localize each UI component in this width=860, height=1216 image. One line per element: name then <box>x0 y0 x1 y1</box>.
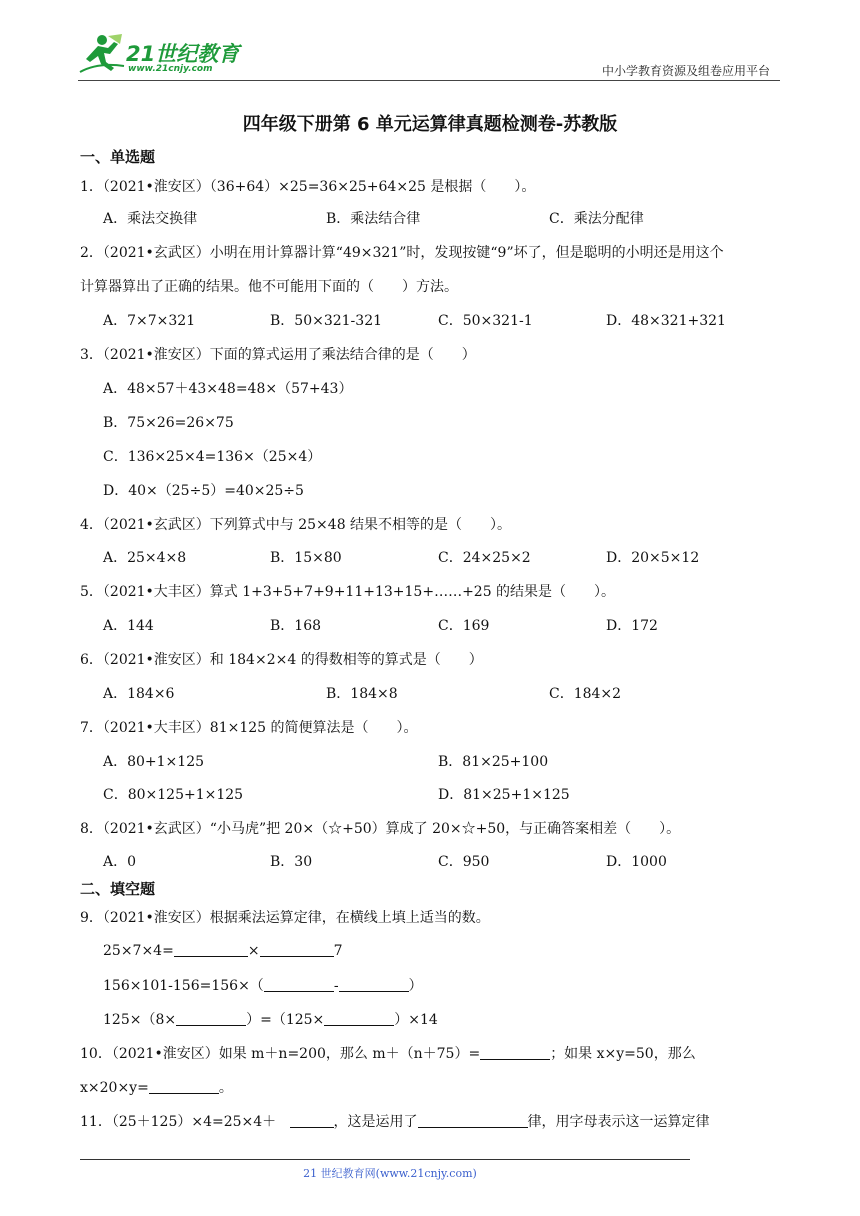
question-9-line-3 <box>103 1009 438 1029</box>
question-4-option-c: C．24×25×2 <box>438 550 531 566</box>
footer-link[interactable]: 21 世纪教育网(www.21cnjy.com) <box>303 1167 477 1180</box>
question-2-option-b: B．50×321-321 <box>270 313 383 329</box>
question-10-text-d: 。 <box>218 1080 233 1096</box>
question-4-stem: 4．（2021•玄武区）下列算式中与 25×48 结果不相等的是（ ）。 <box>80 517 512 533</box>
question-7-stem: 7．（2021•大丰区）81×125 的简便算法是（ ）。 <box>80 720 418 736</box>
question-11-line-1 <box>80 1111 710 1131</box>
footer-divider <box>80 1159 690 1160</box>
question-2-option-a: A．7×7×321 <box>103 313 196 329</box>
question-9-stem: 9．（2021•淮安区）根据乘法运算定律，在横线上填上适当的数。 <box>80 910 490 926</box>
answer-blank[interactable] <box>418 1113 528 1128</box>
question-1-option-a: A．乘法交换律 <box>103 211 198 227</box>
question-7-option-a: A．80+1×125 <box>103 754 205 770</box>
question-10-text-a: 10．（2021•淮安区）如果 m＋n=200，那么 m＋（n＋75）= <box>80 1046 481 1062</box>
question-3-stem: 3．（2021•淮安区）下面的算式运用了乘法结合律的是（ ） <box>80 347 476 363</box>
question-6-option-a: A．184×6 <box>103 686 175 702</box>
question-9-line-2-text-b: - <box>333 978 339 994</box>
question-4-option-d: D．20×5×12 <box>606 550 700 566</box>
question-7-option-b: B．81×25+100 <box>438 754 549 770</box>
question-6-stem: 6．（2021•淮安区）和 184×2×4 的得数相等的算式是（ ） <box>80 652 483 668</box>
answer-blank[interactable] <box>480 1045 550 1060</box>
section-heading-fill-blank: 二、填空题 <box>80 880 156 898</box>
question-3-option-c: C．136×25×4=136×（25×4） <box>103 449 322 465</box>
answer-blank[interactable] <box>324 1011 394 1026</box>
question-8-option-a: A．0 <box>103 854 137 870</box>
question-1-option-b: B．乘法结合律 <box>326 211 421 227</box>
question-9-line-3-text-a: 125×（8× <box>103 1012 177 1028</box>
site-logo <box>78 32 248 78</box>
header-divider <box>78 80 780 81</box>
question-4-option-b: B．15×80 <box>270 550 342 566</box>
section-heading-single-choice: 一、单选题 <box>80 148 156 166</box>
question-9-line-1-text-c: 7 <box>333 943 343 959</box>
answer-blank[interactable] <box>264 977 334 992</box>
question-7-option-c: C．80×125+1×125 <box>103 787 244 803</box>
answer-blank[interactable] <box>174 942 248 957</box>
question-8-stem: 8．（2021•玄武区）“小马虎”把 20×（☆+50）算成了 20×☆+50，与正确答案相差（ ）。 <box>80 821 681 837</box>
question-5-option-b: B．168 <box>270 618 322 634</box>
answer-blank[interactable] <box>339 977 409 992</box>
question-6-option-c: C．184×2 <box>549 686 622 702</box>
question-9-line-2-text-c: ） <box>408 978 423 994</box>
question-6-option-b: B．184×8 <box>326 686 398 702</box>
question-9-line-2-text-a: 156×101-156=156×（ <box>103 978 264 994</box>
site-tagline: 中小学教育资源及组卷应用平台 <box>601 64 770 78</box>
question-5-option-d: D．172 <box>606 618 658 634</box>
logo-url: www.21cnjy.com <box>128 64 213 74</box>
answer-blank[interactable] <box>290 1113 334 1128</box>
question-2-stem-line-1: 2．（2021•玄武区）小明在用计算器计算“49×321”时，发现按键“9”坏了，但是聪明的小明还是用这个 <box>80 245 724 261</box>
question-8-option-c: C．950 <box>438 854 490 870</box>
question-11-text-c: 律，用字母表示这一运算定律 <box>527 1114 710 1130</box>
question-9-line-3-text-c: ）×14 <box>394 1012 438 1028</box>
question-8-option-d: D．1000 <box>606 854 667 870</box>
question-5-stem: 5．（2021•大丰区）算式 1+3+5+7+9+11+13+15+……+25 的结果是（ ）。 <box>80 584 616 600</box>
question-9-line-3-text-b: ）=（125× <box>246 1012 325 1028</box>
question-1-stem: 1．（2021•淮安区）（36+64）×25=36×25+64×25 是根据（ ）。 <box>80 179 536 195</box>
answer-blank[interactable] <box>149 1079 219 1094</box>
question-2-option-d: D．48×321+321 <box>606 313 726 329</box>
question-5-option-c: C．169 <box>438 618 490 634</box>
question-4-option-a: A．25×4×8 <box>103 550 187 566</box>
answer-blank[interactable] <box>260 942 334 957</box>
logo-text: 21世纪教育 <box>126 42 240 66</box>
question-10-text-b: ；如果 x×y=50，那么 <box>550 1046 696 1062</box>
question-11-text-b: ，这是运用了 <box>333 1114 418 1130</box>
question-10-line-2 <box>80 1077 233 1097</box>
page-title: 四年级下册第 6 单元运算律真题检测卷-苏教版 <box>242 114 618 135</box>
question-9-line-1 <box>103 942 342 959</box>
running-man-icon <box>78 32 126 76</box>
question-11-text-a: 11．（25＋125）×4=25×4＋ <box>80 1114 277 1130</box>
question-1-option-c: C．乘法分配律 <box>549 211 644 227</box>
question-3-option-b: B．75×26=26×75 <box>103 415 234 431</box>
question-9-line-1-text-b: × <box>247 943 260 959</box>
question-10-text-c: x×20×y= <box>80 1080 149 1096</box>
question-5-option-a: A．144 <box>103 618 154 634</box>
question-9-line-2 <box>103 975 423 995</box>
question-2-option-c: C．50×321-1 <box>438 313 533 329</box>
answer-blank[interactable] <box>176 1011 246 1026</box>
question-10-line-1 <box>80 1043 696 1063</box>
question-3-option-a: A．48×57＋43×48=48×（57+43） <box>103 381 353 397</box>
question-9-line-1-text-a: 25×7×4= <box>103 943 174 959</box>
question-8-option-b: B．30 <box>270 854 313 870</box>
question-3-option-d: D．40×（25÷5）=40×25÷5 <box>103 483 304 499</box>
question-2-stem-line-2: 计算器算出了正确的结果。他不可能用下面的（ ）方法。 <box>80 279 458 295</box>
question-7-option-d: D．81×25+1×125 <box>438 787 570 803</box>
